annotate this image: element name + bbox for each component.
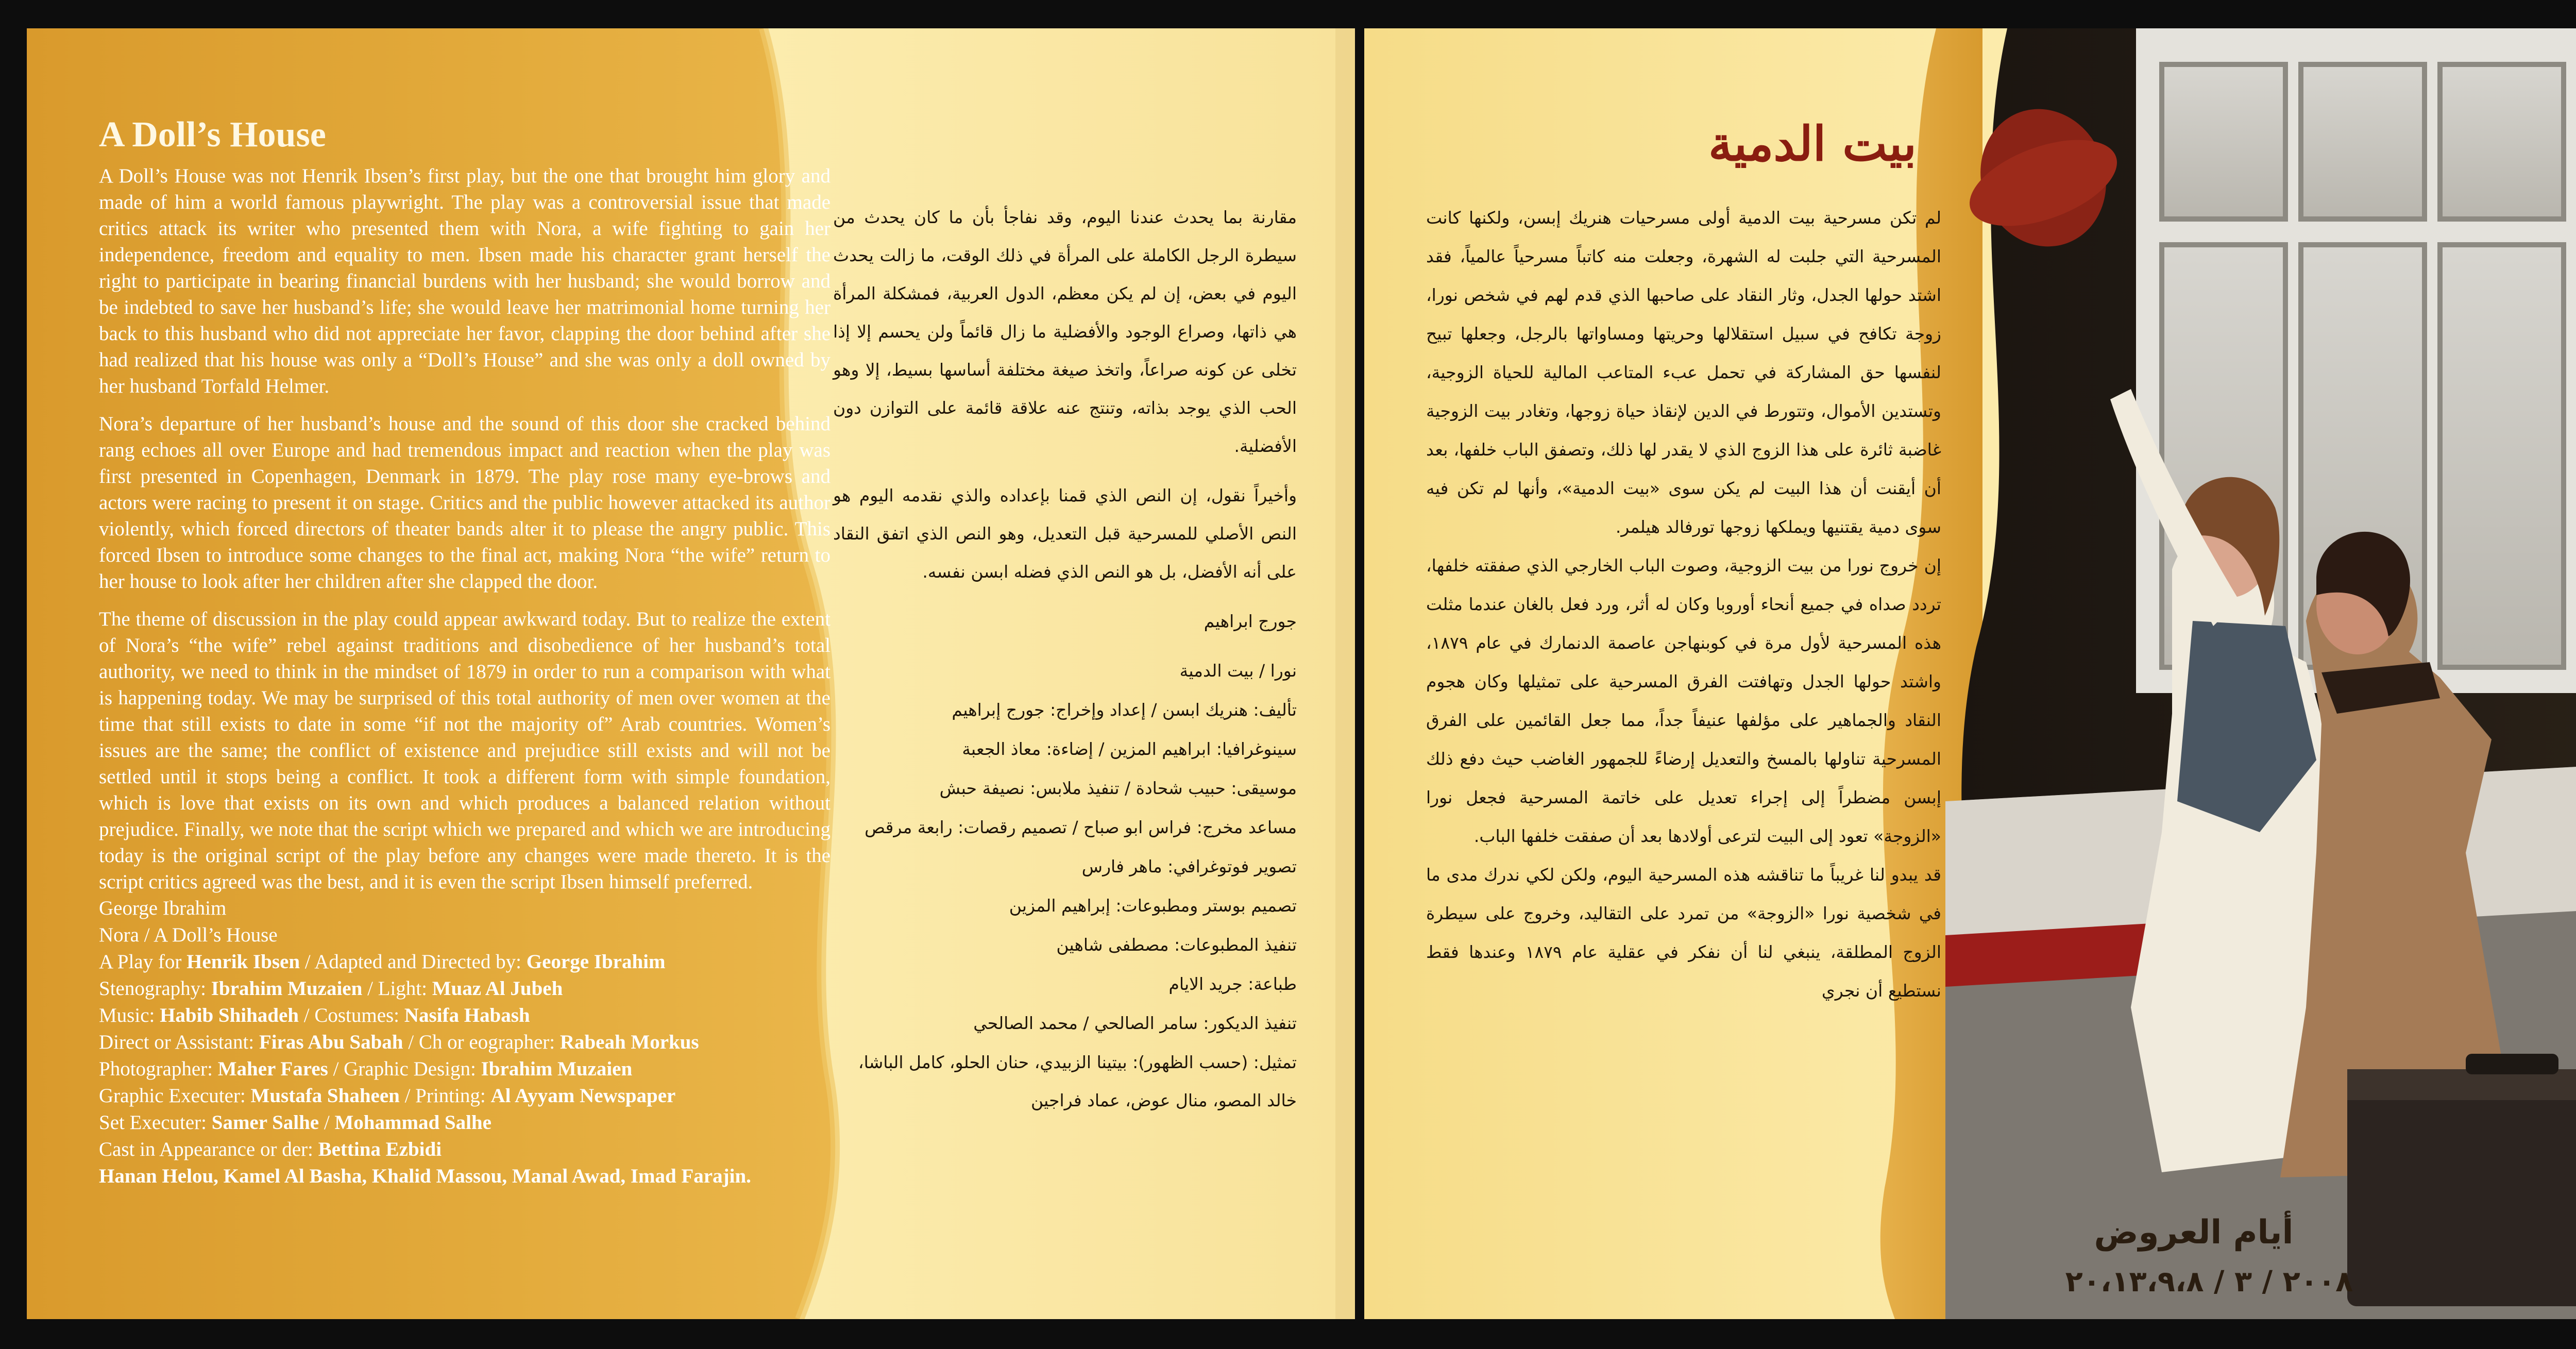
arabic-credit-line: مساعد مخرج: فراس ابو صباح / تصميم رقصات: رابعة مرقص: [865, 817, 1297, 837]
arabic-right-column: [1426, 198, 1941, 1010]
credit-label: / Printing:: [399, 1085, 491, 1107]
performance-dates: ٢٠٠٨ / ٣ / ٢٠،١٣،٩،٨: [2065, 1265, 2353, 1299]
credit-value: Nasifa Habash: [404, 1004, 530, 1026]
credit-label: / Costumes:: [299, 1004, 404, 1026]
credit-value: Bettina Ezbidi: [318, 1138, 442, 1160]
english-signature: George Ibrahim: [99, 897, 227, 919]
arabic-left-signature: جورج ابراهيم: [1204, 611, 1297, 631]
credit-value: Ibrahim Muzaien: [211, 977, 363, 1000]
credit-value: Firas Abu Sabah: [259, 1031, 403, 1053]
arabic-credit-line: تمثيل: (حسب الظهور): بيتينا الزبيدي، حنان الحلو، كامل الباشا، خالد المصو، منال عوض، عماد فراجين: [858, 1052, 1297, 1110]
arabic-credit-line: تنفيذ الديكور: سامر الصالحي / محمد الصالحي: [973, 1013, 1297, 1033]
arabic-left-paragraph-2: وأخيراً نقول، إن النص الذي قمنا بإعداده والذي نقدمه اليوم هو النص الأصلي للمسرحية قبل التعديل، وهو النص الذي اتفق النقاد على أنه الأفضل، بل هو النص الذي فضله ابسن نفسه.: [833, 485, 1297, 582]
credit-value: Ibrahim Muzaien: [481, 1058, 633, 1080]
english-title: A Doll’s House: [99, 115, 326, 155]
arabic-title: بيت الدمية: [1708, 116, 1917, 172]
credit-line-photographer: [99, 1056, 831, 1083]
credit-label: / Ch or eographer:: [403, 1031, 560, 1053]
credit-value: Henrik Ibsen: [187, 951, 300, 973]
credit-value: Al Ayyam Newspaper: [490, 1085, 676, 1107]
credit-line-cast-names: [99, 1163, 831, 1190]
english-credits: [99, 895, 831, 1190]
credit-value: Muaz Al Jubeh: [432, 977, 563, 1000]
credit-value: Habib Shihadeh: [160, 1004, 299, 1026]
arabic-right-paragraph-1: لم تكن مسرحية بيت الدمية أولى مسرحيات هنريك إبسن، ولكنها كانت المسرحية التي جلبت له الشهرة، وجعلت منه كاتباً مسرحياً عالمياً، فقد اشتد حولها الجدل، وثار النقاد على صاحبها الذي قدم لهم في شخص نورا، زوجة تكافح في سبيل استقلالها وحريتها ومساواتها بالرجل، وجعلها تبيح لنفسها حق المشاركة في تحمل عبء المتاعب المالية للحياة الزوجية، وتستدين الأموال، وتتورط في الدين لإنقاذ حياة زوجها، وتغادر بيت الزوجية غاضبة ثائرة على هذا الزوج الذي لا يقدر لها ذلك، وتصفق الباب خلفها، بعد أن أيقنت أن هذا البيت لم يكن سوى «بيت الدمية»، وأنها لم تكن فيه سوى دمية يقتنيها ويملكها زوجها تورفالد هيلمر.: [1426, 208, 1941, 537]
credit-line-set: [99, 1109, 831, 1136]
credit-label: Cast in Appearance or der:: [99, 1138, 318, 1160]
credit-line-music: [99, 1002, 831, 1029]
credit-value: Samer Salhe: [211, 1111, 319, 1134]
credit-label: Set Executer:: [99, 1111, 212, 1134]
credit-label: Graphic Executer:: [99, 1085, 251, 1107]
credit-line-title: Nora / A Doll’s House: [99, 924, 278, 946]
credit-label: / Graphic Design:: [328, 1058, 481, 1080]
english-column: [99, 113, 831, 1190]
arabic-credit-line: موسيقى: حبيب شحادة / تنفيذ ملابس: نصيفة حبش: [939, 778, 1297, 798]
arabic-credit-line: تصوير فوتوغرافي: ماهر فارس: [1081, 856, 1297, 876]
credit-line-executer: [99, 1083, 831, 1109]
arabic-credit-line: نورا / بيت الدمية: [1179, 661, 1297, 681]
credit-label: / Adapted and Directed by:: [300, 951, 527, 973]
credit-label: Music:: [99, 1004, 160, 1026]
credit-line-stenography: [99, 975, 831, 1002]
arabic-left-paragraph-1: مقارنة بما يحدث عندنا اليوم، وقد نفاجأ بأن ما كان يحدث من سيطرة الرجل الكاملة على المرأة في ذلك الوقت، ما زالت يحدث اليوم في بعض، إن لم يكن معظم، الدول العربية، فمشكلة المرأة هي ذاتها، وصراع الوجود والأفضلية ما زال قائماً ولن يحسم إلا إذا تخلى عن كونه صراعاً، واتخذ صيغة مختلفة أساسها بسيط، إلا وهو الحب الذي يوجد بذاته، وتنتج عنه علاقة قائمة على التوازن دون الأفضلية.: [833, 207, 1297, 456]
credit-label: / Light:: [362, 977, 432, 1000]
credit-label: Photographer:: [99, 1058, 218, 1080]
credit-line-assistant: [99, 1029, 831, 1056]
arabic-credit-line: تنفيذ المطبوعات: مصطفى شاهين: [1056, 935, 1297, 955]
credit-value: Hanan Helou, Kamel Al Basha, Khalid Massou, Manal Awad, Imad Farajin.: [99, 1165, 751, 1187]
english-paragraph-1: A Doll’s House was not Henrik Ibsen’s first play, but the one that brought him glory and made of him a world famous playwright. The play was a controversial issue that made critics attack its writer who presented them with Nora, a wife fighting to gain her independence, freedom and equality to men. Ibsen made his character grant herself the right to participate in bearing financial burdens with her husband; she would borrow and be indebted to save her husband’s life; she would leave her matrimonial home turning her back to this husband who did not appreciate her favor, clapping the door behind after she had realized that his house was only a “Doll’s House” and she was only a doll owned by her husband Torfald Helmer.: [99, 165, 831, 397]
stage-photo: [1945, 28, 2576, 1319]
arabic-credits-list: [833, 652, 1297, 1120]
arabic-credit-line: تصميم بوستر ومطبوعات: إبراهيم المزين: [1009, 896, 1297, 916]
arabic-credit-line: طباعة: جريد الايام: [1168, 974, 1297, 994]
credit-value: George Ibrahim: [526, 951, 666, 973]
credit-value: Maher Fares: [217, 1058, 328, 1080]
english-paragraph-3: The theme of discussion in the play could appear awkward today. But to realize the extent of Nora’s “the wife” rebel against traditions and disobedience of her husband’s total authority, we need to think in the mindset of 1879 in order to run a comparison with what is happening today. We may be surprised of this total authority of men over women at the time that still exists to date in some “if not the majority of” Arab countries. Women’s issues are the same; the conflict of existence and prejudice still exists and will not be settled until it stops being a conflict. It took a different form with simple foundation, which is love that exists on its own and which produces a balanced relation without prejudice. Finally, we note that the script which we prepared and which we are introducing today is the original script of the play before any changes were made thereto. It is the script critics agreed was the best, and it is even the script Ibsen himself preferred.: [99, 608, 831, 893]
performance-days-label: أيام العروض: [2094, 1213, 2294, 1252]
credit-value: Mohammad Salhe: [334, 1111, 492, 1134]
arabic-credit-line: تأليف: هنريك ابسن / إعداد وإخراج: جورج إبراهيم: [952, 700, 1297, 720]
right-page: [1364, 28, 2576, 1319]
credit-label: A Play for: [99, 951, 187, 973]
arabic-credit-line: سينوغرافيا: ابراهيم المزين / إضاءة: معاذ الجعبة: [962, 739, 1297, 759]
credit-label: Direct or Assistant:: [99, 1031, 259, 1053]
arabic-right-paragraph-3: قد يبدو لنا غريباً ما تناقشه هذه المسرحية اليوم، ولكن لكي ندرك مدى ما في شخصية نورا «الزوجة» من تمرد على التقاليد، وخروج على سيطرة الزوج المطلقة، ينبغي لنا أن نفكر في عقلية عام ١٨٧٩ وعندها فقط نستطيع أن نجري: [1426, 865, 1941, 1001]
arabic-right-paragraph-2: إن خروج نورا من بيت الزوجية، وصوت الباب الخارجي الذي صفقته خلفها، تردد صداه في جميع أنحاء أوروبا وكان له أثر، ورد فعل بالغان عندما مثلت هذه المسرحية لأول مرة في كوبنهاجن عاصمة الدنمارك في عام ١٨٧٩، واشتد حولها الجدل وتهافتت الفرق المسرحية على تمثيلها وكان هجوم النقاد والجماهير على مؤلفها عنيفاً جداً، مما جعل القائمين على الفرق المسرحية تناولها بالمسخ والتعديل إرضاءً للجمهور الغاضب حيث دفع ذلك إبسن مضطراً إلى إجراء تعديل على خاتمة المسرحية فجعل نورا «الزوجة» تعود إلى البيت لترعى أولادها بعد أن صفقت خلفها الباب.: [1426, 555, 1941, 846]
arabic-left-column: [833, 198, 1297, 1121]
credit-line-play: [99, 949, 831, 975]
credit-line-cast: [99, 1136, 831, 1163]
english-paragraph-2: Nora’s departure of her husband’s house and the sound of this door she cracked behind rang echoes all over Europe and had tremendous impact and reaction when the play was first presented in Copenhagen, Denmark in 1879. The play rose many eye-brows and actors were racing to present it on stage. Critics and the public however attacked its author violently, which forced directors of theater bands alter it to please the angry public. This forced Ibsen to introduce some changes to the final act, making Nora “the wife” return to her house to look after her children after she clapped the door.: [99, 413, 831, 593]
credit-value: Rabeah Morkus: [560, 1031, 699, 1053]
left-page: [27, 28, 1355, 1319]
credit-separator: /: [319, 1111, 335, 1134]
credit-value: Mustafa Shaheen: [250, 1085, 400, 1107]
credit-label: Stenography:: [99, 977, 211, 1000]
